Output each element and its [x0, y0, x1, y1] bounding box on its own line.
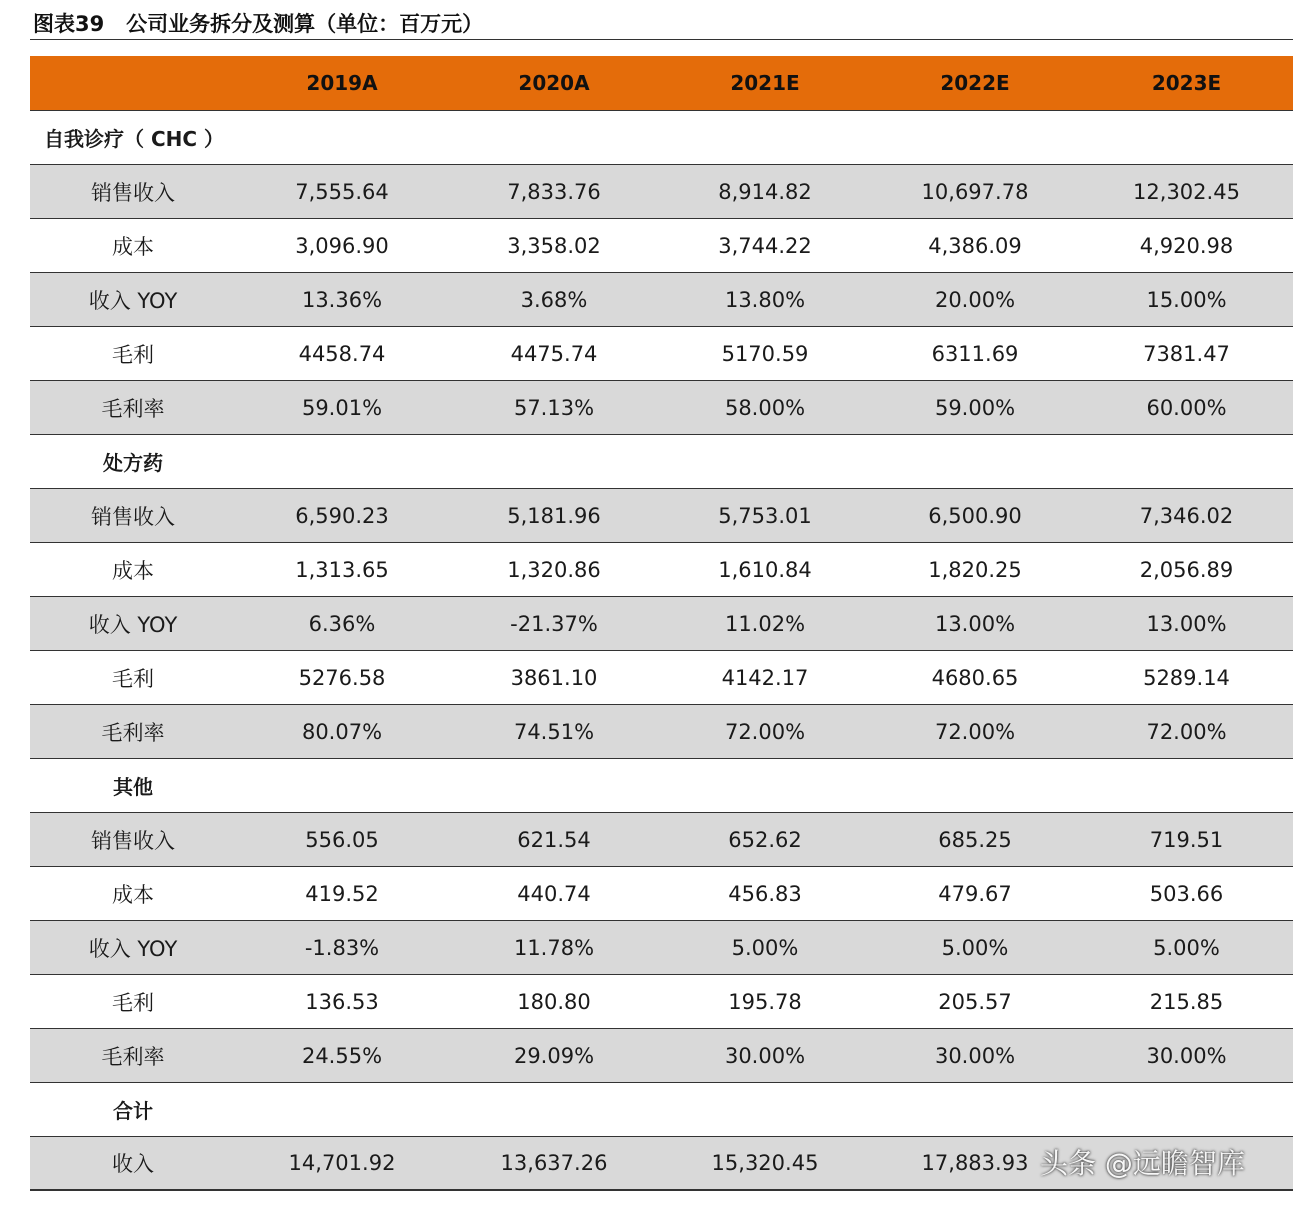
section-header-row [30, 435, 1293, 489]
value-cell: 59.01% [301, 395, 383, 420]
value-cell: 13,637.26 [500, 1151, 608, 1175]
value-cell: 4680.65 [931, 665, 1019, 690]
table-row [30, 219, 1293, 273]
table-row [30, 813, 1293, 867]
row-label: 收入 YOY [88, 612, 178, 637]
value-cell: 685.25 [938, 827, 1012, 852]
value-cell: 5289.14 [1143, 665, 1230, 690]
table-row [30, 921, 1293, 975]
header-year-2021e: 2021E [730, 71, 800, 95]
row-label: 销售收入 [91, 504, 175, 529]
value-cell: 5.00% [941, 935, 1009, 960]
table-row [30, 489, 1293, 543]
value-cell: 6,590.23 [295, 503, 389, 528]
row-label: 毛利 [112, 342, 154, 367]
value-cell: 13.00% [934, 611, 1016, 636]
value-cell: 60.00% [1146, 395, 1227, 420]
value-cell: 58.00% [724, 395, 806, 420]
value-cell: 15.00% [1146, 287, 1227, 312]
table-row [30, 1029, 1293, 1083]
value-cell: 72.00% [724, 719, 806, 744]
value-cell: 479.67 [938, 881, 1012, 906]
value-cell: 8,914.82 [718, 179, 812, 204]
value-cell: 4,386.09 [928, 233, 1022, 258]
row-label: 成本 [112, 882, 154, 907]
value-cell: 5276.58 [298, 665, 386, 690]
table-row [30, 381, 1293, 435]
value-cell: 1,820.25 [928, 557, 1022, 582]
value-cell: -21.37% [510, 611, 598, 636]
watermark: 头条 @远瞻智库 [1040, 1147, 1245, 1180]
value-cell: 2,056.89 [1139, 557, 1234, 582]
value-cell: 4,920.98 [1139, 233, 1234, 258]
value-cell: 30.00% [1146, 1043, 1227, 1068]
section-title: 合计 [113, 1099, 153, 1123]
value-cell: 3,358.02 [507, 233, 601, 258]
value-cell: 1,313.65 [295, 557, 389, 582]
value-cell: 652.62 [728, 827, 802, 852]
value-cell: 30.00% [934, 1043, 1016, 1068]
value-cell: 6.36% [308, 611, 376, 636]
table-row [30, 165, 1293, 219]
value-cell: 20.00% [934, 287, 1016, 312]
row-label: 毛利率 [101, 396, 165, 421]
table-row [30, 705, 1293, 759]
value-cell: 3861.10 [510, 665, 598, 690]
value-cell: 57.13% [513, 395, 595, 420]
value-cell: 195.78 [728, 989, 802, 1014]
value-cell: 556.05 [305, 827, 379, 852]
row-label: 毛利率 [101, 720, 165, 745]
table-row [30, 273, 1293, 327]
value-cell: 12,302.45 [1133, 179, 1240, 204]
value-cell: 11.02% [724, 611, 806, 636]
value-cell: 215.85 [1149, 989, 1224, 1014]
row-label: 毛利 [112, 990, 154, 1015]
row-label: 毛利 [112, 666, 154, 691]
value-cell: 72.00% [1146, 719, 1227, 744]
value-cell: 15,320.45 [711, 1151, 819, 1175]
value-cell: 7,555.64 [295, 179, 389, 204]
value-cell: 13.80% [724, 287, 806, 312]
value-cell: 29.09% [513, 1043, 595, 1068]
value-cell: 3.68% [520, 287, 588, 312]
value-cell: 180.80 [517, 989, 591, 1014]
value-cell: 440.74 [517, 881, 591, 906]
row-label: 收入 YOY [88, 288, 178, 313]
value-cell: 11.78% [513, 935, 595, 960]
value-cell: 80.07% [301, 719, 383, 744]
value-cell: 136.53 [305, 989, 379, 1014]
row-label: 销售收入 [91, 828, 175, 853]
table-row [30, 867, 1293, 921]
value-cell: 456.83 [728, 881, 802, 906]
row-label: 收入 YOY [88, 936, 178, 961]
value-cell: 5.00% [1153, 935, 1220, 960]
row-label: 毛利率 [101, 1044, 165, 1069]
section-title: 自我诊疗（ CHC ） [44, 127, 225, 151]
value-cell: 419.52 [305, 881, 379, 906]
value-cell: 3,744.22 [718, 233, 812, 258]
value-cell: 24.55% [301, 1043, 383, 1068]
value-cell: 1,320.86 [507, 557, 601, 582]
value-cell: 4142.17 [721, 665, 809, 690]
header-year-2019a: 2019A [306, 71, 378, 95]
header-blank-cell [30, 56, 236, 110]
value-cell: 205.57 [938, 989, 1012, 1014]
value-cell: 5.00% [731, 935, 799, 960]
section-header-row [30, 111, 1293, 165]
value-cell: 621.54 [517, 827, 591, 852]
section-title: 处方药 [103, 451, 163, 475]
value-cell: 30.00% [724, 1043, 806, 1068]
business-breakdown-table [30, 56, 1293, 1191]
table-body [30, 111, 1293, 1191]
value-cell: 14,701.92 [288, 1151, 396, 1175]
section-header-row [30, 1083, 1293, 1137]
section-title: 其他 [113, 775, 153, 799]
row-label: 收入 [112, 1152, 154, 1176]
row-label: 销售收入 [91, 180, 175, 205]
value-cell: 1,610.84 [718, 557, 812, 582]
value-cell: 59.00% [934, 395, 1016, 420]
value-cell: 17,883.93 [921, 1151, 1029, 1175]
value-cell: 5170.59 [721, 341, 809, 366]
value-cell: 6311.69 [931, 341, 1019, 366]
row-label: 成本 [112, 558, 154, 583]
value-cell: 13.36% [301, 287, 383, 312]
table-row [30, 597, 1293, 651]
value-cell: 6,500.90 [928, 503, 1022, 528]
value-cell: 4458.74 [298, 341, 386, 366]
section-header-row [30, 759, 1293, 813]
table-row [30, 327, 1293, 381]
value-cell: 72.00% [934, 719, 1016, 744]
value-cell: 5,753.01 [718, 503, 812, 528]
row-label: 成本 [112, 234, 154, 259]
table-row [30, 651, 1293, 705]
value-cell: 13.00% [1146, 611, 1227, 636]
table-row [30, 543, 1293, 597]
table-header-row [30, 56, 1293, 111]
table-row [30, 975, 1293, 1029]
value-cell: 5,181.96 [507, 503, 601, 528]
value-cell: 7381.47 [1143, 341, 1230, 366]
value-cell: 3,096.90 [295, 233, 389, 258]
value-cell: 10,697.78 [921, 179, 1029, 204]
value-cell: 4475.74 [510, 341, 598, 366]
value-cell: 74.51% [513, 719, 595, 744]
value-cell: 719.51 [1149, 827, 1224, 852]
value-cell: 7,346.02 [1139, 503, 1234, 528]
value-cell: -1.83% [304, 935, 380, 960]
value-cell: 7,833.76 [507, 179, 601, 204]
value-cell: 503.66 [1149, 881, 1224, 906]
header-year-2020a: 2020A [518, 71, 590, 95]
table-title: 图表39 公司业务拆分及测算（单位：百万元） [33, 12, 484, 36]
title-bar [30, 0, 1293, 40]
header-year-2023e: 2023E [1151, 71, 1222, 95]
header-year-2022e: 2022E [940, 71, 1010, 95]
